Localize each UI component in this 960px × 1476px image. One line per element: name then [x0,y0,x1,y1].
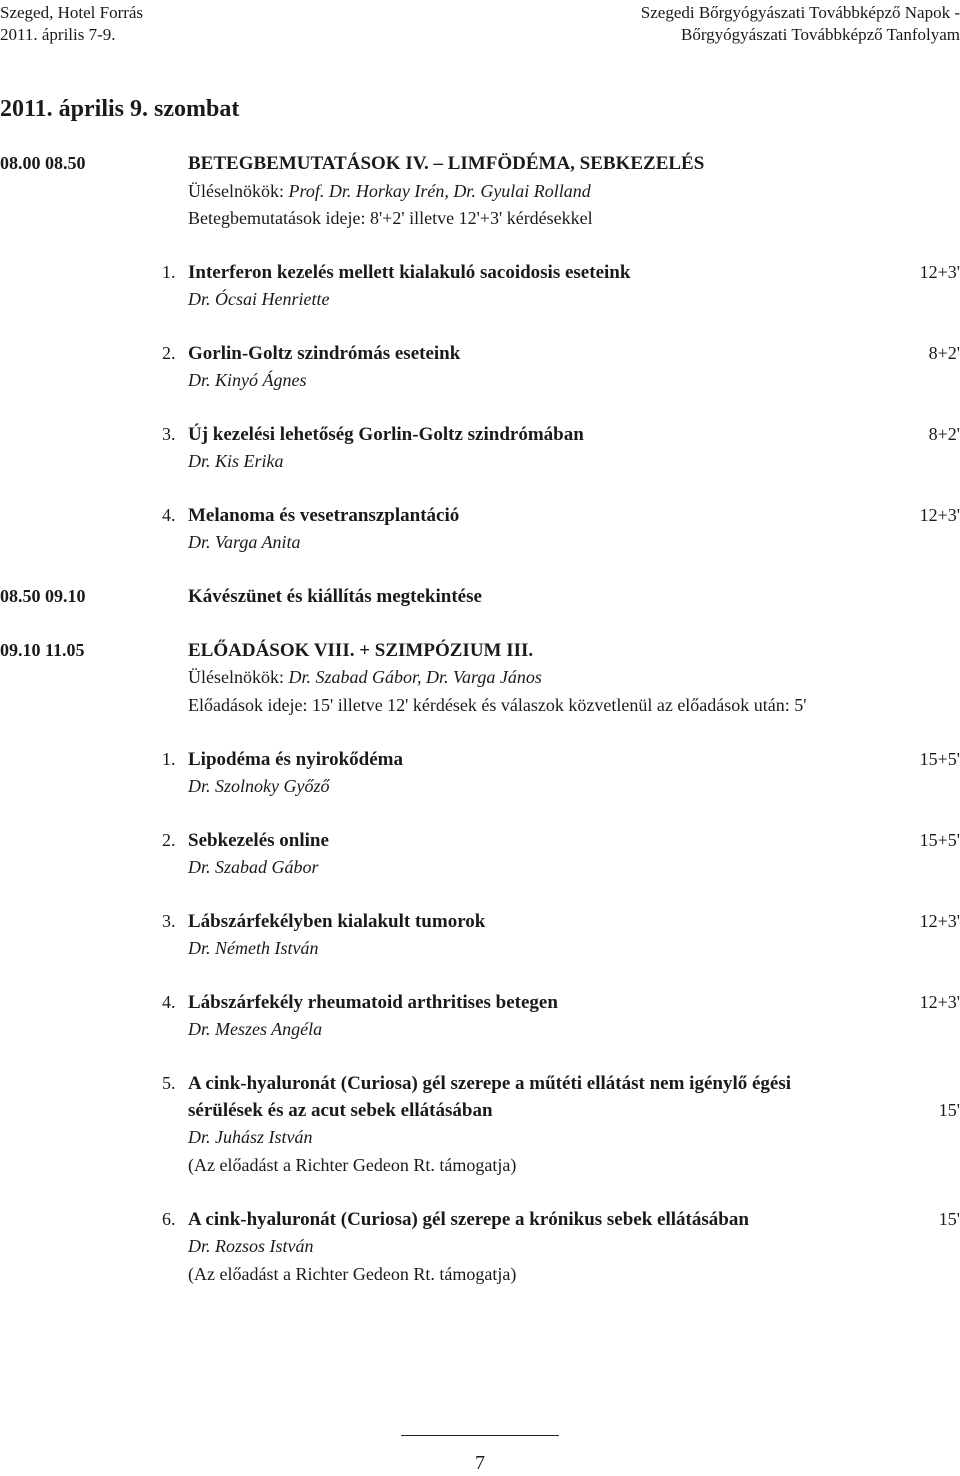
talk-number: 3. [162,911,176,931]
header-right [641,2,960,46]
talk-title: Lábszárfekély rheumatoid arthritises betegen [188,992,558,1013]
talk-duration: 12+3' [919,992,960,1012]
header-dates: 2011. április 7-9. [0,25,116,44]
talk-title: Gorlin-Goltz szindrómás eseteink [188,343,461,364]
talk-duration: 8+2' [928,424,960,444]
talk-number: 1. [162,262,176,282]
talk-title-line2: sérülések és az acut sebek ellátásában [188,1100,493,1121]
session-chairs [188,181,591,202]
talk-duration: 12+3' [919,262,960,282]
talk-speaker: Dr. Kinyó Ágnes [188,370,307,390]
talk-speaker: Dr. Németh István [188,938,319,958]
talk-title: Sebkezelés online [188,830,329,851]
talk-number: 2. [162,343,176,363]
talk-title: Interferon kezelés mellett kialakuló sacoidosis eseteink [188,262,631,283]
talk-number: 2. [162,830,176,850]
day-title: 2011. április 9. szombat [0,96,240,122]
talk-duration: 15+5' [919,749,960,769]
chairs-label: Üléselnökök: [188,667,284,687]
header-event-line2: Bőrgyógyászati Továbbképző Tanfolyam [680,25,960,44]
talk-title: A cink-hyaluronát (Curiosa) gél szerepe a műtéti ellátást nem igénylő égési [188,1073,792,1094]
footer-divider [401,1435,559,1436]
talk-speaker: Dr. Juhász István [188,1127,313,1147]
header-venue: Szeged, Hotel Forrás [0,3,144,22]
talk-number: 5. [162,1073,176,1093]
talk-duration: 8+2' [928,343,960,363]
talk-sponsor-note: (Az előadást a Richter Gedeon Rt. támogatja) [188,1155,517,1175]
chairs-label: Üléselnökök: [188,181,284,201]
talk-number: 6. [162,1209,176,1229]
talk-number: 4. [162,505,176,525]
session-time: 08.00 08.50 [0,153,86,173]
header-left [0,2,143,46]
talk-duration: 15' [938,1100,960,1120]
talk-speaker: Dr. Ócsai Henriette [188,289,330,309]
session-time: 09.10 11.05 [0,640,85,660]
chairs-names: Prof. Dr. Horkay Irén, Dr. Gyulai Rolland [288,181,591,201]
talk-title: Lipodéma és nyirokődéma [188,749,404,770]
session-title: BETEGBEMUTATÁSOK IV. – LIMFÖDÉMA, SEBKEZELÉS [188,153,705,174]
session-chairs [188,667,542,688]
talk-speaker: Dr. Meszes Angéla [188,1019,323,1039]
talk-speaker: Dr. Rozsos István [188,1236,314,1256]
talk-number: 4. [162,992,176,1012]
page-number: 7 [475,1452,485,1474]
talk-duration: 15+5' [919,830,960,850]
talk-duration: 12+3' [919,911,960,931]
talk-duration: 15' [938,1209,960,1229]
talk-duration: 12+3' [919,505,960,525]
talk-title: Lábszárfekélyben kialakult tumorok [188,911,486,932]
header-event-line1: Szegedi Bőrgyógyászati Továbbképző Napok - [640,3,960,22]
talk-title: Új kezelési lehetőség Gorlin-Goltz szindrómában [188,424,584,445]
session-title: ELŐADÁSOK VIII. + SZIMPÓZIUM III. [188,640,534,661]
talk-title: Melanoma és vesetranszplantáció [188,505,460,526]
talk-speaker: Dr. Varga Anita [188,532,301,552]
talk-speaker: Dr. Szabad Gábor [188,857,319,877]
talk-title: A cink-hyaluronát (Curiosa) gél szerepe a krónikus sebek ellátásában [188,1209,749,1230]
talk-number: 3. [162,424,176,444]
talk-speaker: Dr. Kis Erika [188,451,284,471]
session-timing: Betegbemutatások ideje: 8'+2' illetve 12'+3' kérdésekkel [188,208,593,228]
talk-sponsor-note: (Az előadást a Richter Gedeon Rt. támogatja) [188,1264,517,1284]
talk-speaker: Dr. Szolnoky Győző [188,776,330,796]
talk-number: 1. [162,749,176,769]
chairs-names: Dr. Szabad Gábor, Dr. Varga János [288,667,542,687]
session-timing: Előadások ideje: 15' illetve 12' kérdések és válaszok közvetlenül az előadások után: 5' [188,695,807,715]
session-title: Kávészünet és kiállítás megtekintése [188,586,482,607]
session-time: 08.50 09.10 [0,586,86,606]
